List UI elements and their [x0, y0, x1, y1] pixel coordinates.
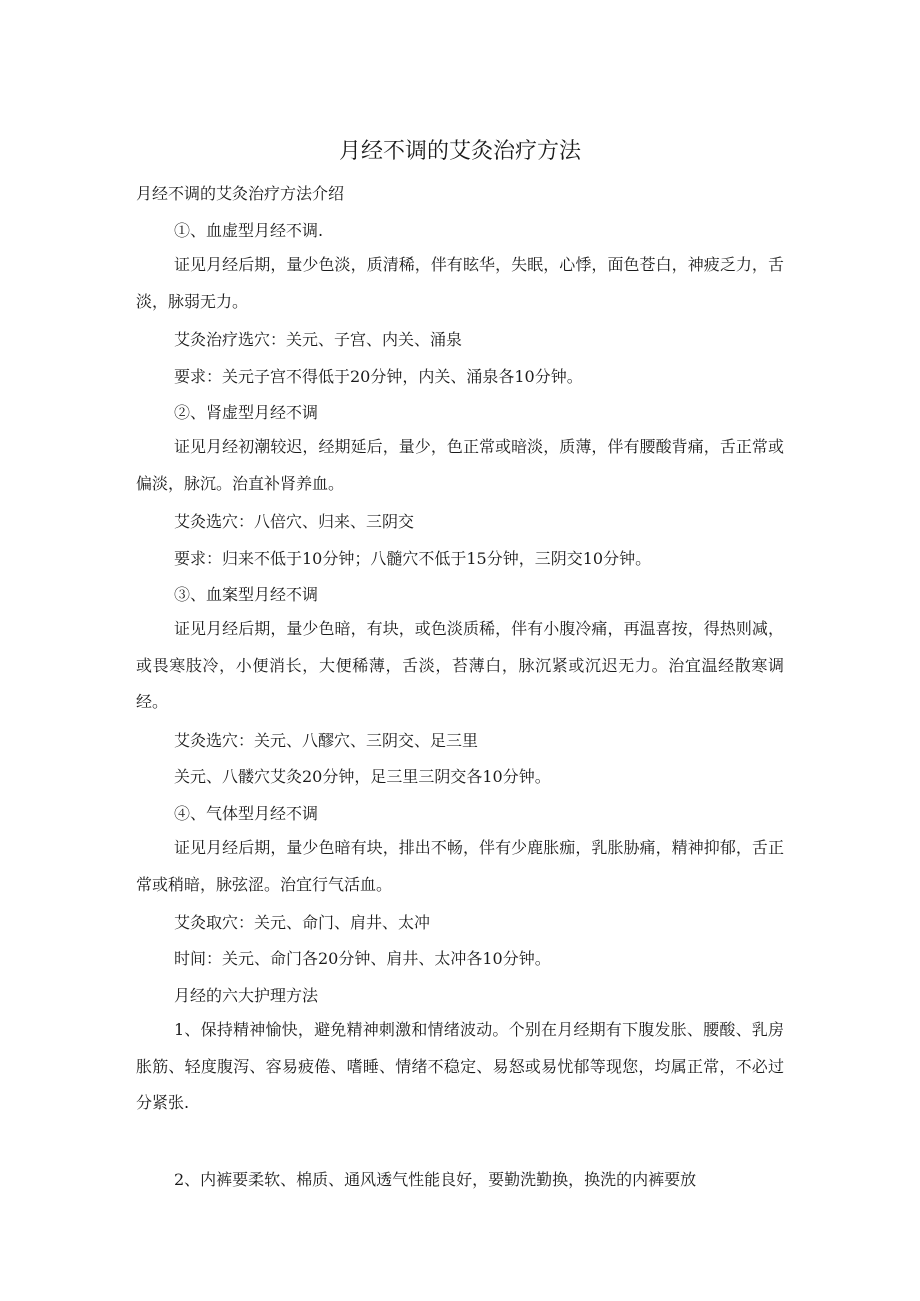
section-symptoms: 证见月经初潮较迟，经期延后，量少，色正常或暗淡，质薄，伴有腰酸背痛，舌正常或偏淡，脉沉。治直补肾养血。: [136, 437, 784, 493]
section-requirement: 关元、八髅穴艾灸20分钟，足三里三阴交各10分钟。: [174, 767, 551, 786]
section-requirement: 要求：归来不低于10分钟；八髓穴不低于15分钟，三阴交10分钟。: [174, 549, 652, 568]
section-symptoms: 证见月经后期，量少色淡，质清稀，伴有眩华，失眠，心悸，面色苍白，神疲乏力，舌淡，脉弱无力。: [136, 255, 784, 311]
section-heading: ③、血案型月经不调: [174, 585, 319, 604]
section-heading: ④、气体型月经不调: [174, 804, 319, 823]
section-points: 艾灸治疗选穴：关元、子宫、内关、涌泉: [174, 330, 463, 349]
care-item: 1、保持精神愉快，避免精神刺激和情绪波动。个别在月经期有下腹发胀、腰酸、乳房胀筋、轻度腹泻、容易疲倦、嗜睡、情绪不稳定、易怒或易忧郁等现您，均属正常，不必过分紧张.: [136, 1020, 784, 1112]
section-symptoms: 证见月经后期，量少色暗，有块，或色淡质稀，伴有小腹冷痛，再温喜按，得热则减，或畏寒肢冷，小便消长，大便稀薄，舌淡，苔薄白，脉沉紧或沉迟无力。治宜温经散寒调经。: [136, 619, 784, 711]
section-points: 艾灸选穴：八倍穴、归来、三阴交: [174, 512, 415, 531]
section-requirement: 时间：关元、命门各20分钟、肩井、太冲各10分钟。: [174, 949, 551, 968]
document-title: 月经不调的艾灸治疗方法: [338, 139, 581, 164]
section-heading: ②、肾虚型月经不调: [174, 403, 319, 422]
section-heading: ①、血虚型月经不调.: [174, 221, 324, 240]
section-points: 艾灸取穴：关元、命门、肩井、太冲: [174, 913, 431, 932]
section-points: 艾灸选穴：关元、八醪穴、三阴交、足三里: [174, 731, 479, 750]
section-requirement: 要求：关元子宫不得低于20分钟，内关、涌泉各10分钟。: [174, 367, 583, 386]
care-item: 2、内裤要柔软、棉质、通风透气性能良好，要勤洗勤换，换洗的内裤要放: [174, 1170, 697, 1189]
intro-line: 月经不调的艾灸治疗方法介绍: [136, 184, 345, 203]
section-symptoms: 证见月经后期，量少色暗有块，排出不畅，伴有少鹿胀痂，乳胀胁痛，精神抑郁，舌正常或稍暗，脉弦涩。治宜行气活血。: [136, 838, 784, 894]
care-heading: 月经的六大护理方法: [174, 986, 319, 1005]
